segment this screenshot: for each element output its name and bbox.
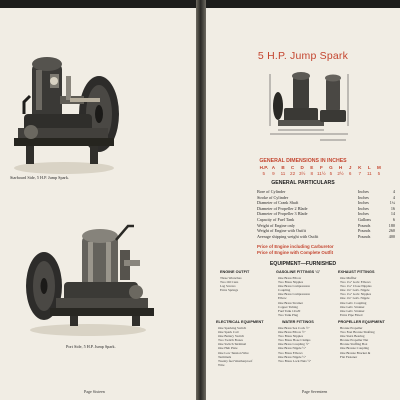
particular-label: Bore of Cylinder: [257, 189, 286, 194]
list-item: One Sparking Switch: [218, 326, 247, 330]
particular-label: Diameter of Propeller 3 Blade: [257, 211, 308, 217]
engine-starboard-illustration: [4, 36, 124, 176]
list-item: Copper Tubing: [278, 304, 298, 309]
dimensions-heading: GENERAL DIMENSIONS IN INCHES: [259, 158, 347, 164]
dim-letter: C: [290, 165, 295, 170]
list-item: Two Brass Lock Nuts ½": [278, 358, 312, 363]
particular-value: 4: [392, 189, 395, 194]
list-item: Two Tank Plug: [278, 312, 298, 317]
particular-label: Stroke of Cylinder: [257, 194, 289, 200]
price-carburetor: Price of Engine including Carburetor: [257, 244, 334, 249]
dim-letter: J: [348, 165, 352, 170]
dim-value: 11: [280, 171, 286, 176]
particular-label: Capacity of Fuel Tank: [257, 217, 295, 222]
list-item: One Bronze Coupling: [340, 346, 369, 351]
list-item: One Brass Compression: [278, 284, 310, 289]
equipment-heading: EQUIPMENT—FURNISHED: [269, 261, 337, 267]
list-item: Two 1¼" Close Nipples: [340, 284, 372, 289]
particular-unit: Inches: [358, 194, 369, 200]
engine-outfit-list: [220, 276, 242, 292]
particular-value: 400: [388, 233, 395, 239]
particular-value: 1¼: [389, 200, 395, 206]
list-item: One Muffler: [340, 276, 357, 280]
particular-unit: Pounds: [358, 222, 371, 228]
list-item: Two Brass Nipples: [278, 280, 304, 285]
particular-unit: Pounds: [358, 228, 371, 234]
particular-value: 14: [390, 211, 395, 217]
list-item: Coupling: [278, 288, 291, 293]
dim-value: 5: [329, 171, 333, 176]
particular-unit: Inches: [358, 211, 369, 217]
list-item: Flat Fastener: [340, 354, 358, 359]
list-item: Wire: [218, 362, 225, 367]
list-item: One Brass Strainer: [278, 300, 303, 305]
engine-outfit-heading: ENGINE OUTFIT: [220, 270, 250, 274]
propeller-equipment-heading: PROPELLER EQUIPMENT: [338, 320, 385, 324]
particular-row: [257, 234, 395, 240]
electrical-equipment-list: [218, 326, 252, 367]
list-item: Elbow: [278, 296, 287, 301]
list-item: Extra Pipe Fitted: [340, 312, 363, 317]
port-caption: Port Side, 5 H.P. Jump Spark.: [66, 344, 116, 349]
propeller-equipment-list: [340, 326, 375, 359]
particular-unit: Gallons: [358, 217, 372, 222]
list-item: One Brass Elbow: [278, 276, 302, 280]
list-item: One Brass Coupling ½": [278, 342, 310, 347]
list-item: One Galv. Strainer: [340, 304, 365, 309]
exhaust-fittings-heading: EXHAUST FITTINGS: [338, 270, 375, 274]
particular-unit: Inches: [358, 205, 369, 211]
list-item: Fuel Tank 12x20: [278, 308, 301, 313]
list-item: One Bronze Bracket &: [340, 350, 371, 355]
list-item: Twenty feet Weatherproof: [218, 358, 253, 363]
dim-letter: M: [377, 165, 381, 170]
dim-letter: E: [310, 165, 314, 170]
dim-value: 8: [310, 171, 314, 176]
engine-port-illustration: [20, 220, 155, 338]
list-item: Terminals: [218, 354, 232, 359]
dim-letter: H: [338, 165, 343, 170]
dim-value: 5: [377, 171, 381, 176]
dim-letter: A: [271, 165, 276, 170]
particular-label: Weight of Engine with Outfit: [257, 228, 306, 234]
list-item: Two 1¼" Galv. Elbows: [340, 280, 371, 285]
water-fittings-list: [278, 326, 311, 363]
particular-label: Diameter of Propeller 2 Blade: [257, 205, 308, 211]
dim-value: 11½: [317, 171, 326, 176]
engine-dimension-diagram: [268, 70, 350, 144]
page-title: 5 H.P. Jump Spark: [257, 50, 349, 62]
particular-label: Average shipping weight with Outfit: [257, 233, 319, 239]
list-item: One Stern Bearing: [340, 334, 365, 339]
list-item: Lag Screws: [220, 284, 236, 289]
list-item: One Galv. Strainer: [340, 308, 365, 313]
list-item: One Brass Nipple ½": [278, 354, 307, 359]
particular-label: Diameter of Crank Shaft: [257, 200, 299, 206]
dim-value: 5: [262, 171, 266, 176]
list-item: One Brass Nipple ½": [278, 346, 307, 351]
dim-value: 3½: [298, 171, 306, 176]
list-item: Two Brass Elbows: [278, 350, 303, 355]
list-item: Bronze Propeller Nut: [340, 338, 369, 343]
list-item: Two Oil Cans: [220, 280, 239, 285]
list-item: One Brass Compression: [278, 292, 310, 297]
starboard-caption: Starboard Side, 5 H.P. Jump Spark.: [10, 175, 69, 180]
list-item: Bronze Propeller: [340, 326, 363, 330]
gasoline-fittings-heading: GASOLINE FITTINGS ¼": [276, 270, 321, 274]
list-item: One Brass Elbow ½": [278, 330, 306, 335]
list-item: One Low Tension Wire: [218, 350, 249, 355]
particular-label: Weight of Engine only: [257, 222, 295, 228]
particular-value: 16: [390, 205, 395, 211]
dim-letter: B: [281, 165, 285, 170]
price-complete-outfit: Price of Engine with Complete Outfit: [257, 250, 334, 255]
dim-letter: H.P.: [259, 165, 268, 170]
dim-value: 6: [348, 171, 352, 176]
list-item: Extra Springs: [220, 288, 239, 293]
dim-letter: F: [319, 165, 323, 170]
particular-unit: Pounds: [358, 233, 371, 239]
particular-value: 6: [392, 217, 395, 222]
list-item: One Galv. Coupling: [340, 300, 367, 305]
list-item: One Hub Plate: [218, 346, 238, 351]
left-page: [0, 8, 196, 400]
particular-unit: Inches: [358, 189, 369, 194]
right-page-number: Page Seventeen: [302, 389, 328, 394]
dimension-values-row: [259, 171, 384, 176]
dim-value: 11: [366, 171, 372, 176]
list-item: Two Feet Bronze Shafting: [340, 330, 375, 335]
particular-value: 180: [388, 222, 395, 228]
list-item: Two Switch Boxes: [218, 338, 243, 343]
list-item: One Spark Coil: [218, 330, 239, 335]
list-item: Three Wrenches: [220, 276, 242, 280]
water-fittings-heading: WATER FITTINGS: [282, 320, 314, 324]
dim-letter: K: [358, 165, 362, 170]
list-item: One 1¼" Galv. Nipple: [340, 288, 370, 293]
book-gutter: [196, 0, 206, 400]
dim-letter: G: [329, 165, 333, 170]
particulars-heading: GENERAL PARTICULARS: [271, 180, 335, 186]
exhaust-fittings-list: [340, 276, 372, 317]
particular-value: 260: [388, 228, 395, 234]
electrical-equipment-heading: ELECTRICAL EQUIPMENT: [216, 320, 264, 324]
dim-letter: D: [300, 165, 304, 170]
list-item: One Switch Terminal: [218, 342, 247, 347]
list-item: Bronze Stuffing Box: [340, 342, 368, 347]
particular-unit: Inches: [358, 200, 369, 206]
dim-value: 7: [358, 171, 362, 176]
list-item: One Brass Sea Cock ½": [278, 326, 310, 330]
left-page-number: Page Sixteen: [84, 389, 105, 394]
dimension-letters-row: [259, 165, 384, 170]
list-item: Two Brass Hose Clamps: [278, 338, 311, 343]
list-item: Two 1¼" Galv. Nipples: [340, 292, 372, 297]
dim-value: 9: [272, 171, 275, 176]
gasoline-fittings-list: [278, 276, 310, 317]
list-item: One Battery Switch: [218, 334, 245, 339]
particular-value: 4: [392, 194, 395, 200]
list-item: One 1¼" Galv. Nipple: [340, 296, 370, 301]
dim-letter: L: [367, 165, 371, 170]
dim-value: 22: [290, 171, 296, 176]
dim-value: 2½: [337, 171, 344, 176]
right-page: [206, 8, 400, 400]
list-item: Two Brass Nipples: [278, 334, 304, 339]
